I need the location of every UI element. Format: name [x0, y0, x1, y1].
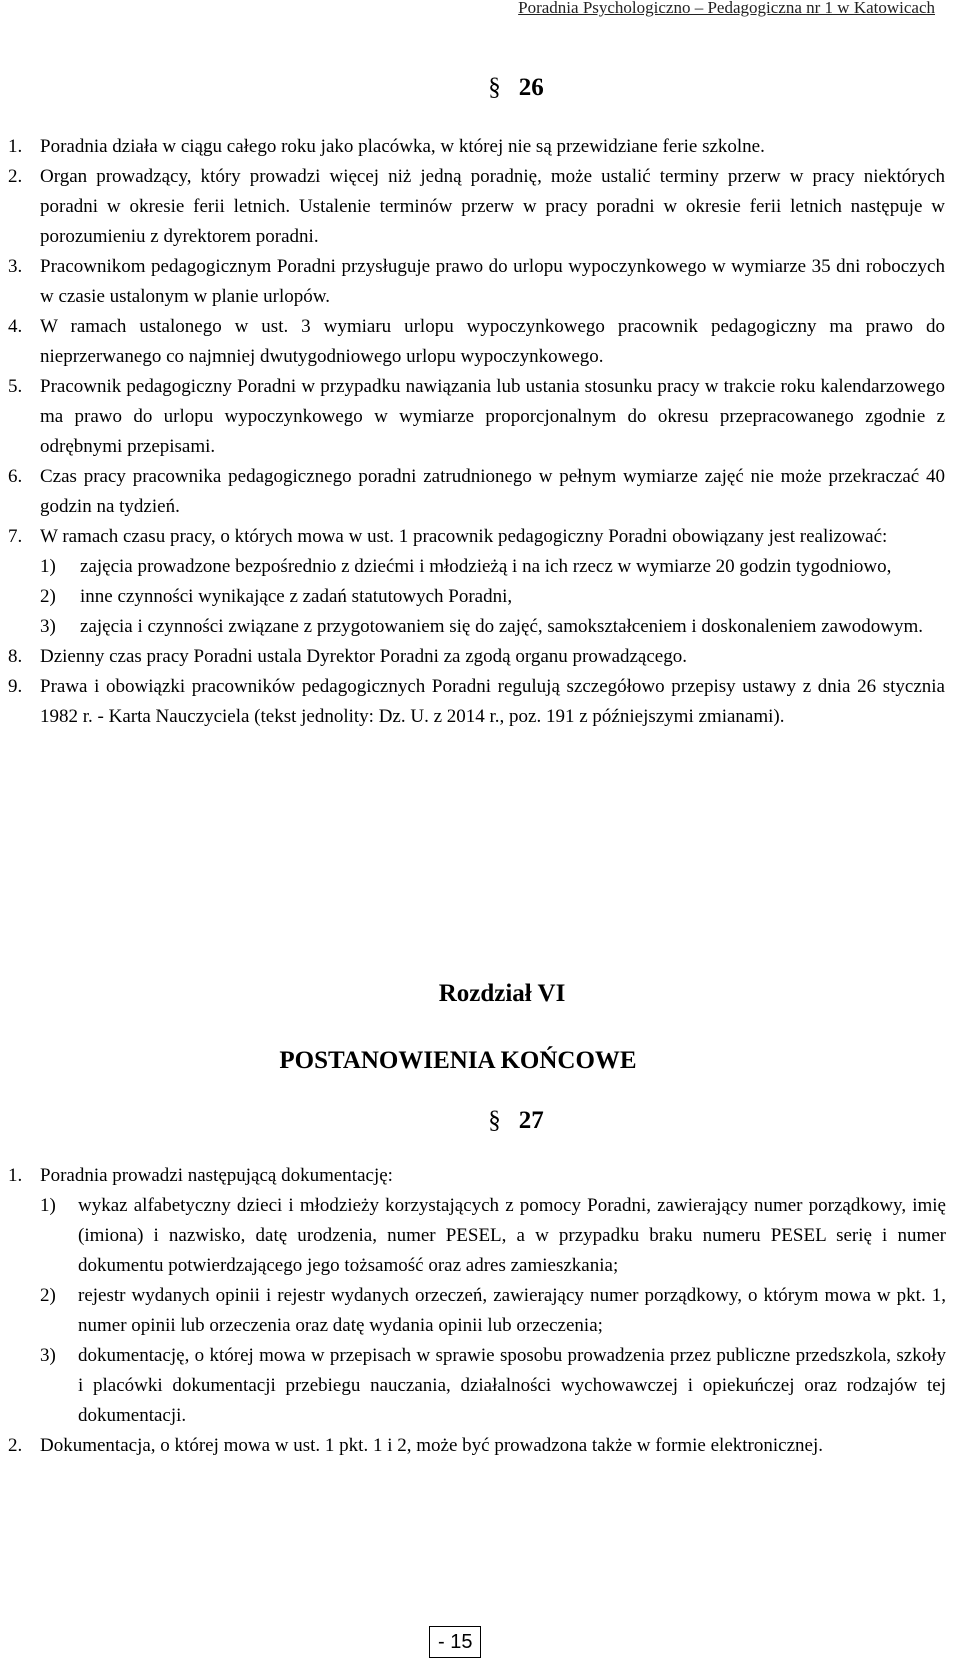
- section-27-body: [0, 1161, 960, 1461]
- section-heading-26: [36, 72, 960, 104]
- chapter-subtitle: POSTANOWIENIA KOŃCOWE: [279, 1047, 637, 1074]
- section-26-list: [0, 132, 960, 732]
- sub-list-item: 3) zajęcia i czynności związane z przygotowaniem się do zajęć, samokształceniem i doskonaleniem zawodowym.: [40, 616, 924, 637]
- sub-list-item: 2) inne czynności wynikające z zadań statutowych Poradni,: [40, 586, 513, 607]
- sub-list-item: 1) zajęcia prowadzone bezpośrednio z dziećmi i młodzieżą i na ich rzecz w wymiarze 20 godzin tygodniowo,: [40, 556, 892, 577]
- sub-list: [40, 1191, 945, 1431]
- list-item: 5. Pracownik pedagogiczny Poradni w przypadku nawiązania lub ustania stosunku pracy w trakcie roku kalendarzowego ma prawo do urlopu wypoczynkowego w wymiarze proporcjonalnym do okresu przepracowanego zgodnie z odrębnymi przepisami.: [8, 376, 945, 457]
- list-item: 6. Czas pracy pracownika pedagogicznego poradni zatrudnionego w pełnym wymiarze zajęć nie może przekraczać 40 godzin na tydzień.: [8, 466, 945, 517]
- sub-list-item: 2) rejestr wydanych opinii i rejestr wydanych orzeczeń, zawierający numer porządkowy, o którym mowa w pkt. 1, numer opinii lub orzeczenia oraz datę wydania opinii lub orzeczenia;: [40, 1285, 946, 1336]
- section-sign: §: [488, 74, 501, 101]
- section-number: 27: [518, 1107, 544, 1134]
- sub-list-item: 1) wykaz alfabetyczny dzieci i młodzieży korzystających z pomocy Poradni, zawierający numer porządkowy, imię (imiona) i nazwisko, datę urodzenia, numer PESEL, a w przypadku braku numeru PESEL serię i numer dokumentu potwierdzającego jego tożsamość oraz adres zamieszkania;: [40, 1195, 946, 1276]
- list-item: 9. Prawa i obowiązki pracowników pedagogicznych Poradni regulują szczegółowo przepisy ustawy z dnia 26 stycznia 1982 r. - Karta Nauczyciela (tekst jednolity: Dz. U. z 2014 r., poz. 191 z późniejszymi zmianami).: [8, 676, 945, 727]
- section-sign: §: [488, 1107, 501, 1134]
- section-27-list: [0, 1161, 960, 1461]
- running-header: Poradnia Psychologiczno – Pedagogiczna nr 1 w Katowicach: [518, 0, 935, 17]
- list-item: 7. W ramach czasu pracy, o których mowa w ust. 1 pracownik pedagogiczny Poradni obowiązany jest realizować: 1) zajęcia prowadzone bezpośrednio z dziećmi i młodzieżą i na ich rzecz w wymiarze 20 godzin tygodniowo, 2) inne czynności wynikające z zadań statutowych Poradni, 3) zajęcia i czynności związane z przygotowaniem się do zajęć, samokształceniem i doskonaleniem zawodowym.: [0, 522, 945, 642]
- section-heading-27: [36, 1105, 960, 1137]
- list-item: 4. W ramach ustalonego w ust. 3 wymiaru urlopu wypoczynkowego pracownik pedagogiczny ma prawo do nieprzerwanego co najmniej dwutygodniowego urlopu wypoczynkowego.: [8, 316, 945, 367]
- list-item: 3. Pracownikom pedagogicznym Poradni przysługuje prawo do urlopu wypoczynkowego w wymiarze 35 dni roboczych w czasie ustalonym w planie urlopów.: [8, 256, 945, 307]
- chapter-title: Rozdział VI: [438, 980, 566, 1007]
- list-item: 1. Poradnia prowadzi następującą dokumentację: 1) wykaz alfabetyczny dzieci i młodzieży korzystających z pomocy Poradni, zawierający numer porządkowy, imię (imiona) i nazwisko, datę urodzenia, numer PESEL, a w przypadku braku numeru PESEL serię i numer dokumentu potwierdzającego jego tożsamość oraz adres zamieszkania; 2) rejestr wydanych opinii i rejestr wydanych orzeczeń, zawierający numer porządkowy, o którym mowa w pkt. 1, numer opinii lub orzeczenia oraz datę wydania opinii lub orzeczenia; 3) dokumentację, o której mowa w przepisach w sprawie sposobu prowadzenia przez publiczne przedszkola, szkoły i placówki dokumentacji przebiegu nauczania, działalności wychowawczej i opiekuńczej oraz rodzajów tej dokumentacji.: [0, 1161, 945, 1431]
- list-item: 8. Dzienny czas pracy Poradni ustala Dyrektor Poradni za zgodą organu prowadzącego.: [8, 646, 687, 667]
- list-item: 2. Dokumentacja, o której mowa w ust. 1 pkt. 1 i 2, może być prowadzona także w formie elektronicznej.: [8, 1435, 823, 1456]
- list-item: 1. Poradnia działa w ciągu całego roku jako placówka, w której nie są przewidziane ferie szkolne.: [8, 136, 765, 157]
- section-number: 26: [518, 74, 544, 101]
- list-item: 2. Organ prowadzący, który prowadzi więcej niż jedną poradnię, może ustalić terminy przerw w pracy niektórych poradni w okresie ferii letnich. Ustalenie terminów przerw w pracy poradni w okresie ferii letnich następuje w porozumieniu z dyrektorem poradni.: [8, 166, 945, 247]
- sub-list-item: 3) dokumentację, o której mowa w przepisach w sprawie sposobu prowadzenia przez publiczne przedszkola, szkoły i placówki dokumentacji przebiegu nauczania, działalności wychowawczej i opiekuńczej oraz rodzajów tej dokumentacji.: [40, 1345, 946, 1426]
- sub-list: [40, 552, 945, 642]
- page-number: - 15: [429, 1626, 481, 1658]
- section-26-body: [0, 132, 960, 732]
